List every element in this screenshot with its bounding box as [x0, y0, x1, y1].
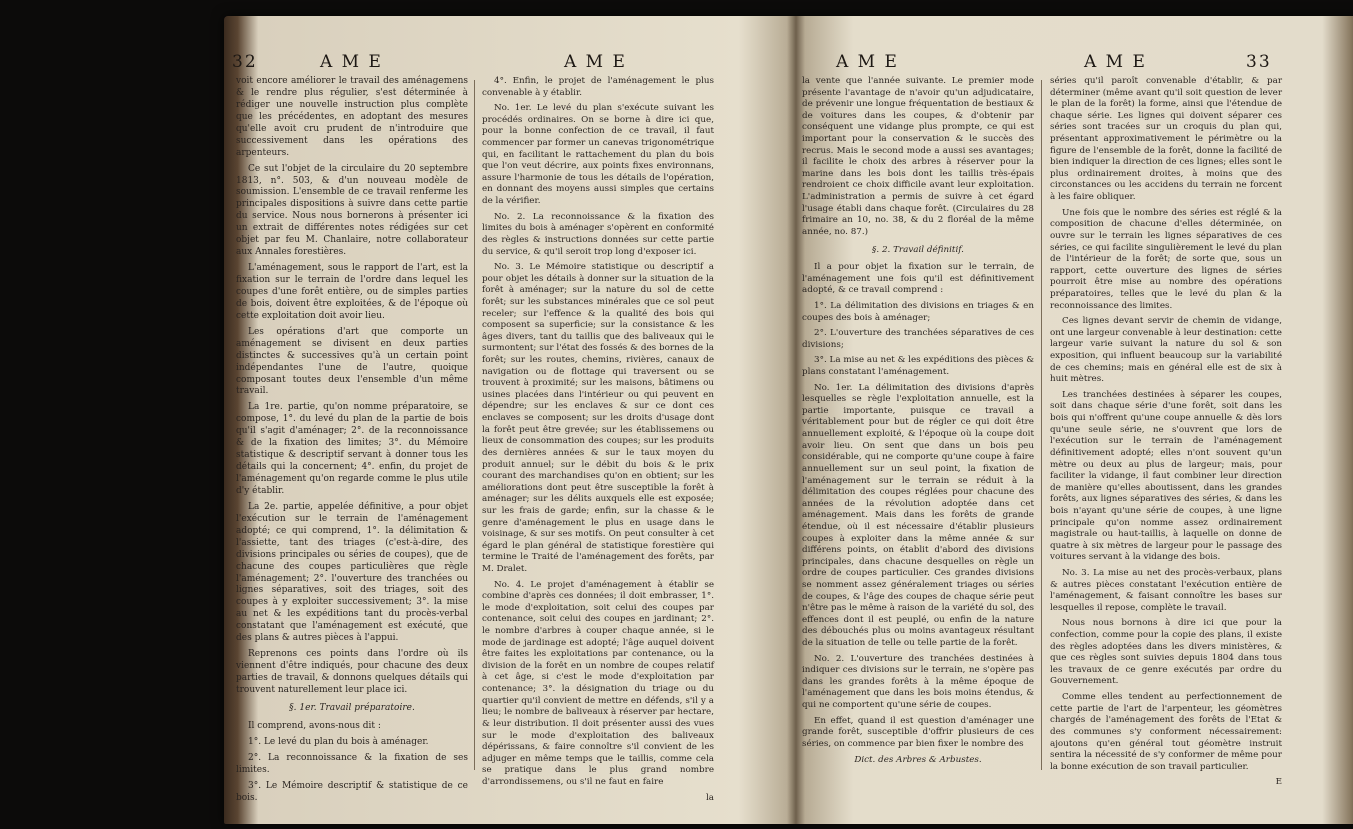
paragraph: Comme elles tendent au perfectionnement de cette partie de l'art de l'arpenteur, les géomètres chargés de l'aménagement des forêts de l'Etat & des communes s'y conforment nécessairement: ajoutons qu'en général tout géomètre instruit sentira la nécessité de s'y conformer de même pour la bonne exécution de son travail particulier.: [1050, 692, 1282, 772]
signature-line: Dict. des Arbres & Arbustes.: [854, 754, 982, 765]
paragraph: No. 2. La reconnoissance & la fixation des limites du bois à aménager s'opèrent en conformité des règles & instructions données sur cette partie du service, & qu'il seroit trop long d'exposer ici.: [482, 211, 714, 257]
paragraph: 2°. L'ouverture des tranchées séparatives de ces divisions;: [802, 328, 1034, 350]
right-column-1: [802, 76, 1034, 770]
right-page-number: 33: [1246, 52, 1272, 72]
paragraph: No. 4. Le projet d'aménagement à établir se combine d'après ces données; il doit embrasser, 1°. le mode d'exploitation, soit celui des coupes par contenance, soit celui des coupes en jardinant; 2°. le nombre d'arbres à couper chaque année, si le mode de jardinage est adopté; l'âge auquel doivent être faites les exploitations par contenance, ou la division de la forêt en un nombre de coupes relatif à cet âge, si c'est le mode d'exploitation par contenance; 3°. la désignation du triage ou du quartier qu'il convient de mettre en défends, s'il y a lieu; le nombre de baliveaux à réserver par hectare, & leur distribution. Il doit présenter aussi des vues sur le mode d'exploitation des baliveaux dépérissans, & faire connoître s'il convient de les adjuger en même temps que le taillis, comme cela se pratique dans le plus grand nombre d'arrondissemens, ou s'il ne faut en faire: [482, 579, 714, 787]
column-rule: [474, 80, 475, 770]
paragraph: séries qu'il paroît convenable d'établir, & par déterminer (même avant qu'il soit question de lever le plan de la forêt) la forme, ainsi que l'étendue de chaque série. Les lignes qui doivent séparer ces séries sont tracées sur un croquis du plan qui, présentant approximativement le périmètre ou la figure de l'ensemble de la forêt, donne la facilité de bien indiquer la direction de ces lignes; elles sont le plus ordinairement droites, à moins que des circonstances ou les accidens du terrain ne forcent à les faire obliquer.: [1050, 76, 1282, 203]
paragraph: 4°. Enfin, le projet de l'aménagement le plus convenable à y établir.: [482, 76, 714, 98]
paragraph: Il comprend, avons-nous dit :: [248, 720, 381, 731]
right-running-head-1: A M E: [836, 52, 899, 72]
paragraph: En effet, quand il est question d'aménager une grande forêt, susceptible d'offrir plusieurs de ces séries, on commence par bien fixer le nombre des: [802, 715, 1034, 749]
left-running-head-1: A M E: [320, 52, 383, 72]
section-heading: §. 2. Travail définitif.: [872, 244, 964, 255]
paragraph: No. 3. Le Mémoire statistique ou descriptif a pour objet les détails à donner sur la situation de la forêt à aménager; sur la nature du sol de cette forêt; sur les substances minérales que ce sol peut receler; sur l'effence & la qualité des bois qui composent sa superficie; sur la consistance & les âges divers, tant du taillis que des baliveaux qui le surmontent; sur l'état des fossés & des bornes de la forêt; sur les routes, chemins, rivières, canaux de navigation ou de flottage qui traversent ou se trouvent à proximité; sur les maisons, bâtimens ou usines placées dans l'intérieur ou qui peuvent en dépendre; sur les enclaves & sur ce dont ces enclaves se composent; sur les droits d'usage dont la forêt peut être grevée; sur les établissemens ou lieux de consommation des coupes; sur les produits des dernières années & sur le taux moyen du produit annuel; sur le débit du bois & le prix courant des marchandises qu'on en obtient; sur les améliorations dont peut être susceptible la forêt à aménager; sur les délits auxquels elle est exposée; sur les frais de garde; enfin, sur la chasse & le genre d'aménagement le plus en usage dans le voisinage, & sur ses motifs. On peut consulter à cet égard le plan général de statistique forestière qui termine le Traité de l'aménagement des forêts, par M. Dralet.: [482, 262, 714, 574]
paragraph: 2°. La reconnoissance & la fixation de ses limites.: [236, 752, 468, 775]
paragraph: La 1re. partie, qu'on nomme préparatoire, se compose, 1°. du levé du plan de la partie de bois qu'il s'agit d'aménager; 2°. de la reconnoissance & de la fixation des limites; 3°. du Mémoire statistique & descriptif servant à donner tous les détails qui la concernent; 4°. enfin, du projet de l'aménagement qu'on regarde comme le plus utile d'y établir.: [236, 402, 468, 496]
paragraph: No. 1er. La délimitation des divisions d'après lesquelles se règle l'exploitation annuelle, est la partie importante, puisque ce travail a véritablement pour but de régler ce qui doit être annuellement exploité, & l'époque où la coupe doit avoir lieu. On sent que dans un bois peu considérable, qui ne comporte qu'une coupe à faire annuellement sur un seul point, la fixation de l'aménagement sur le terrain se réduit à la délimitation des coupes réglées pour chacune des années de la révolution adoptée dans cet aménagement. Mais dans les forêts de grande étendue, où il est nécessaire d'établir plusieurs coupes à exploiter dans la même année & sur différens points, on établit d'abord des divisions principales, dans chacune desquelles on règle un ordre de coupes particulier. Ces grandes divisions se nomment assez généralement triages ou séries de coupes, & l'âge des coupes de chaque série peut n'être pas le même à raison de la variété du sol, des effences dont il est peuplé, ou enfin de la nature des débouchés plus ou moins avantageux résultant de la situation de telle ou telle partie de la forêt.: [802, 382, 1034, 649]
paragraph: No. 3. La mise au net des procès-verbaux, plans & autres pièces constatant l'exécution entière de l'aménagement, & faisant connoître les bases sur lesquelles il repose, complète le travail.: [1050, 567, 1282, 613]
catchword: la: [705, 792, 714, 803]
paragraph: 1°. La délimitation des divisions en triages & en coupes des bois à aménager;: [802, 300, 1034, 323]
left-running-head-2: A M E: [564, 52, 627, 72]
right-running-head-2: A M E: [1084, 52, 1147, 72]
paragraph: Les opérations d'art que comporte un aménagement se divisent en deux parties distinctes & successives qu'à un certain point indépendantes l'une de l'autre, quoique composant toutes deux l'ensemble d'un même travail.: [236, 326, 468, 397]
paragraph: 3°. La mise au net & les expéditions des pièces & plans constatant l'aménagement.: [802, 355, 1034, 378]
paragraph: No. 2. L'ouverture des tranchées destinées à indiquer ces divisions sur le terrain, ne s'opère pas dans les grandes forêts à la même époque de l'aménagement que dans les bois moins étendus, & qui ne comportent qu'une série de coupes.: [802, 653, 1034, 711]
paragraph: Une fois que le nombre des séries est réglé & la composition de chacune d'elles déterminée, on ouvre sur le terrain les lignes séparatives de ces séries, ce qui facilite singulièrement le levé du plan de l'intérieur de la forêt; de sorte que, sous un rapport, cette ouverture des lignes de séries pourroit être mise au nombre des opérations préparatoires, telles que le levé du plan & la reconnoissance des limites.: [1050, 207, 1282, 311]
paragraph: No. 1er. Le levé du plan s'exécute suivant les procédés ordinaires. On se borne à dire ici que, pour la bonne confection de ce travail, il faut commencer par former un canevas trigonométrique qui, en facilitant le rattachement du plan du bois que l'on veut décrire, aux points fixes environnans, assure l'harmonie de tous les détails de l'opération, en donnant des moyens aussi simples que certains de la vérifier.: [482, 103, 714, 207]
paragraph: Ces lignes devant servir de chemin de vidange, ont une largeur convenable à leur destination: cette largeur varie suivant la nature du sol & son exposition, qui influent beaucoup sur la variabilité de ces chemins; mais en général elle est de six à huit mètres.: [1050, 316, 1282, 385]
column-rule: [1041, 80, 1042, 770]
paragraph: Les tranchées destinées à séparer les coupes, soit dans chaque série d'une forêt, soit dans les bois qui n'offrent qu'une coupe annuelle & dès lors qu'une seule série, ne s'ouvrent que lors de l'exécution sur le terrain de l'aménagement définitivement adopté; elles n'ont souvent qu'un mètre ou deux au plus de largeur; mais, pour faciliter la vidange, il faut combiner leur direction de manière qu'elles aboutissent, dans les grandes forêts, aux lignes séparatives des séries, & dans les bois n'ayant qu'une série de coupes, à une ligne principale qu'on nomme assez ordinairement magistrale ou haut-taillis, à laquelle on donne de quatre à six mètres de largeur pour le passage des voitures servant à la vidange des bois.: [1050, 389, 1282, 563]
left-page: [224, 16, 720, 824]
paragraph: 3°. Le Mémoire descriptif & statistique de ce bois.: [236, 780, 468, 803]
left-column-1: [236, 76, 468, 808]
paragraph: Nous nous bornons à dire ici que pour la confection, comme pour la copie des plans, il existe des règles adoptées dans les divers ministères, & que ces règles sont suivies depuis 1804 dans tous les travaux de ce genre exécutés par ordre du Gouvernement.: [1050, 618, 1282, 687]
paragraph: Reprenons ces points dans l'ordre où ils viennent d'être indiqués, pour chacune des deux parties de travail, & donnons quelques détails qui trouvent naturellement leur place ici.: [236, 649, 468, 695]
paragraph: Il a pour objet la fixation sur le terrain, de l'aménagement une fois qu'il est définitivement adopté, & ce travail comprend :: [802, 262, 1034, 296]
paragraph: 1°. Le levé du plan du bois à aménager.: [248, 736, 429, 747]
book-spread: [224, 16, 1353, 824]
left-page-header: [224, 52, 720, 76]
right-page-header: [796, 52, 1292, 76]
right-column-2: [1050, 76, 1282, 793]
left-page-number: 32: [232, 52, 258, 72]
section-heading: §. 1er. Travail préparatoire.: [289, 702, 415, 713]
left-column-2: [482, 76, 714, 808]
signature-mark: E: [1275, 777, 1282, 788]
paragraph: voit encore améliorer le travail des aménagemens & le rendre plus régulier, s'est déterminée à rédiger une nouvelle instruction plus complète que les précédentes, en adoptant des mesures qu'elle avoit cru prudent de n'introduire que successivement dans les opérations des arpenteurs.: [236, 76, 468, 158]
paragraph: La 2e. partie, appelée définitive, a pour objet l'exécution sur le terrain de l'aménagement adopté; ce qui comprend, 1°. la délimitation & l'assiette, tant des triages (c'est-à-dire, des divisions principales ou séries de coupes), que de chacune des coupes particulières que règle l'aménagement; 2°. l'ouverture des tranchées ou lignes séparatives, soit des triages, soit des coupes à y exploiter successivement; 3°. la mise au net & les expéditions tant du procès-verbal constatant que l'aménagement est exécuté, que des plans & autres pièces à l'appui.: [236, 501, 468, 644]
paragraph: L'aménagement, sous le rapport de l'art, est la fixation sur le terrain de l'ordre dans lequel les coupes d'une forêt entière, ou de simples parties de bois, doivent être exploitées, & de l'époque où cette exploitation doit avoir lieu.: [236, 263, 468, 321]
paragraph: la vente que l'année suivante. Le premier mode présente l'avantage de n'avoir qu'un adjudicataire, de prévenir une longue fréquentation de bestiaux & de voitures dans les coupes, & d'obtenir par conséquent une vidange plus prompte, ce qui est important pour la conservation & le succès des recrus. Mais le second mode a aussi ses avantages; il facilite le choix des arbres à réserver pour la marine dans les bois dont les taillis très-épais rendroient ce choix difficile avant leur exploitation. L'administration a permis de suivre à cet égard l'usage établi dans chaque forêt. (Circulaires du 28 frimaire an 10, no. 38, & du 2 floréal de la même année, no. 87.): [802, 76, 1034, 237]
paragraph: Ce sut l'objet de la circulaire du 20 septembre 1813, n°. 503, & d'un nouveau modèle de soumission. L'ensemble de ce travail renferme les principales dispositions à suivre dans cette partie du service. Nous nous bornerons à présenter ici un extrait de différentes notes rédigées sur cet objet par feu M. Chanlaire, notre collaborateur aux Annales forestières.: [236, 163, 468, 258]
right-page: [796, 16, 1292, 824]
